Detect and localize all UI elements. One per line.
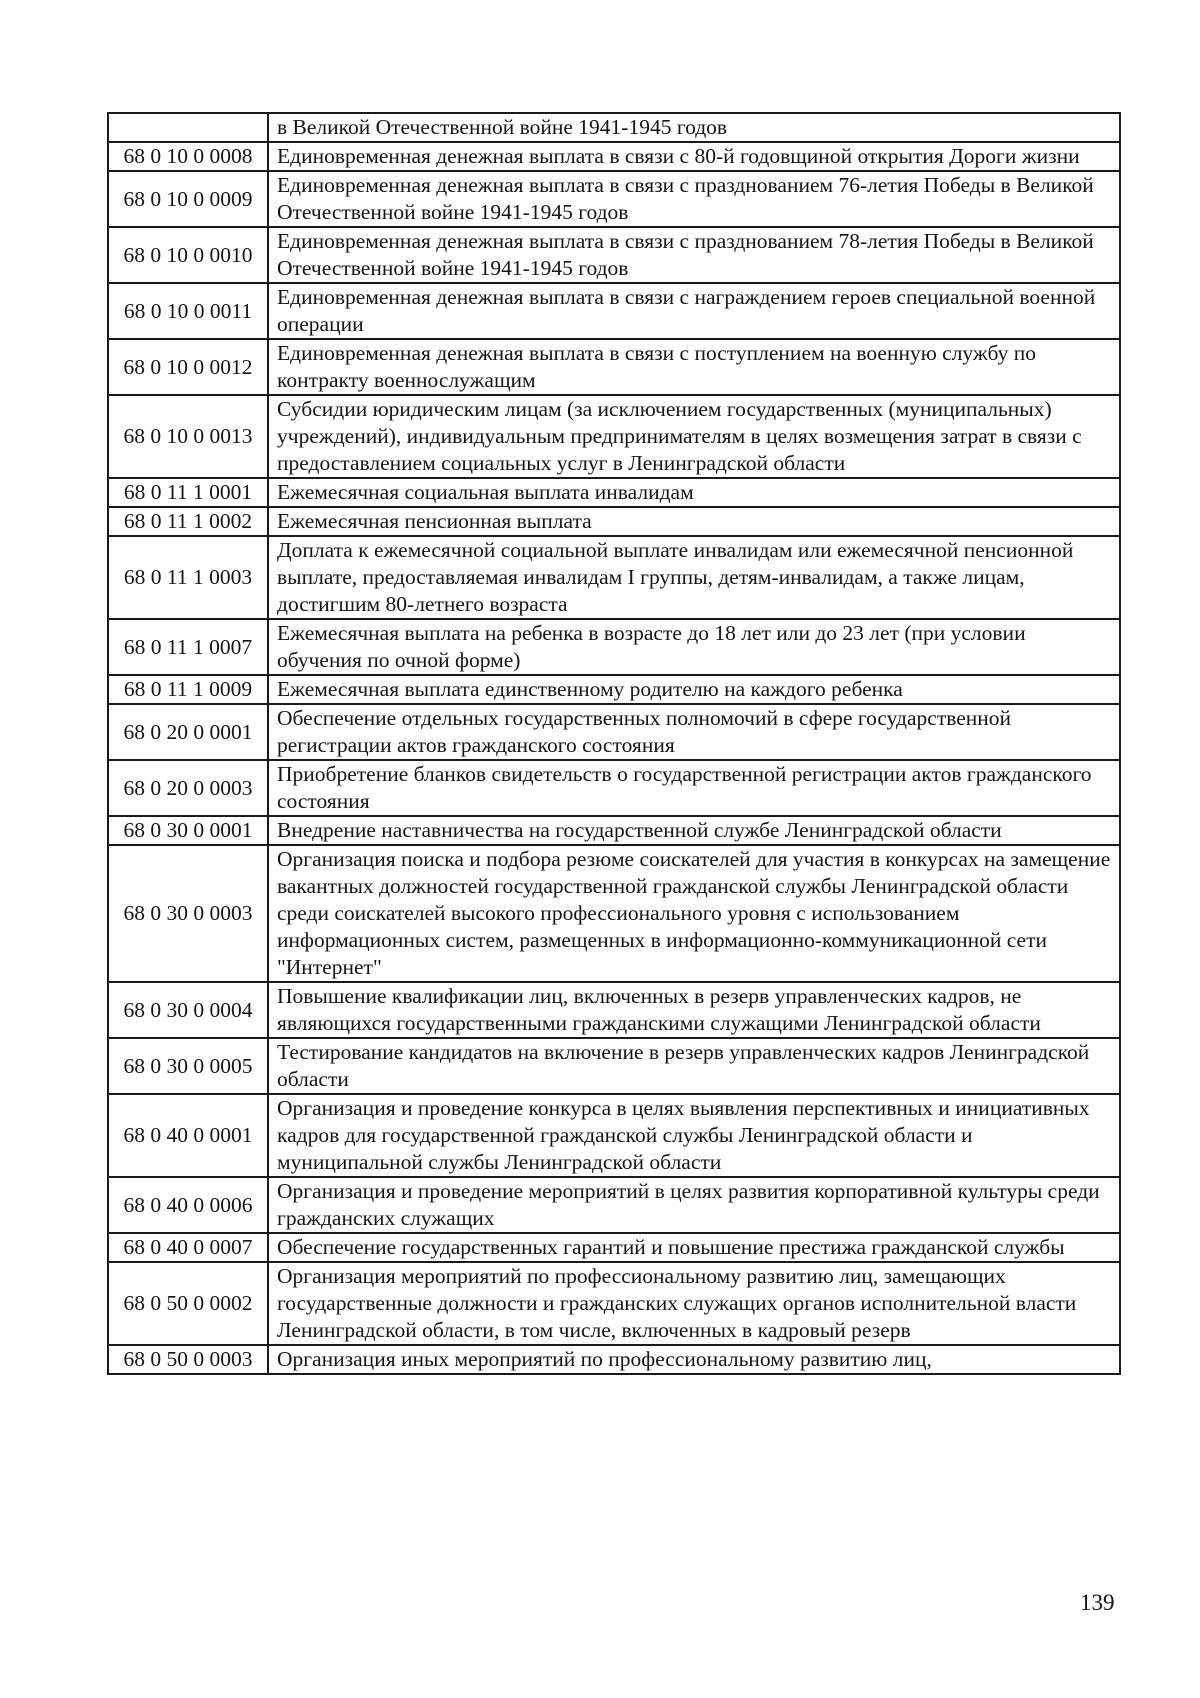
row-name: Единовременная денежная выплата в связи с празднованием 78-летия Победы в Великой Отечественной войне 1941-1945 годов — [268, 227, 1120, 283]
row-name: Организация мероприятий по профессиональному развитию лиц, замещающих государственные должности и гражданских служащих органов исполнительной власти Ленинградской области, в том числе, включенных в кадровый резерв — [268, 1262, 1120, 1345]
row-name: Организация поиска и подбора резюме соискателей для участия в конкурсах на замещение вакантных должностей государственной гражданской службы Ленинградской области среди соискателей высокого профессионального уровня с использованием информационных систем, размещенных в информационно-коммуникационной сети "Интернет" — [268, 845, 1120, 982]
row-code: 68 0 30 0 0001 — [108, 816, 268, 845]
row-name: Организация и проведение мероприятий в целях развития корпоративной культуры среди гражданских служащих — [268, 1177, 1120, 1233]
row-code: 68 0 10 0 0010 — [108, 227, 268, 283]
row-name: Субсидии юридическим лицам (за исключением государственных (муниципальных) учреждений), индивидуальным предпринимателям в целях возмещения затрат в связи с предоставлением социальных услуг в Ленинградской области — [268, 395, 1120, 478]
row-code: 68 0 30 0 0003 — [108, 845, 268, 982]
table-row — [108, 1094, 1120, 1177]
row-name: Единовременная денежная выплата в связи с поступлением на военную службу по контракту военнослужащим — [268, 339, 1120, 395]
row-name: Внедрение наставничества на государственной службе Ленинградской области — [268, 816, 1120, 845]
table-row — [108, 619, 1120, 675]
row-name: Ежемесячная пенсионная выплата — [268, 507, 1120, 536]
table-row — [108, 1262, 1120, 1345]
row-code: 68 0 10 0 0013 — [108, 395, 268, 478]
table-row — [108, 845, 1120, 982]
row-name: в Великой Отечественной войне 1941-1945 годов — [268, 113, 1120, 142]
row-name: Ежемесячная выплата на ребенка в возрасте до 18 лет или до 23 лет (при условии обучения по очной форме) — [268, 619, 1120, 675]
row-code — [108, 113, 268, 142]
row-name: Единовременная денежная выплата в связи с празднованием 76-летия Победы в Великой Отечественной войне 1941-1945 годов — [268, 171, 1120, 227]
row-name: Ежемесячная социальная выплата инвалидам — [268, 478, 1120, 507]
row-name: Ежемесячная выплата единственному родителю на каждого ребенка — [268, 675, 1120, 704]
table-row — [108, 478, 1120, 507]
row-code: 68 0 11 1 0001 — [108, 478, 268, 507]
table-row — [108, 113, 1120, 142]
table-row — [108, 675, 1120, 704]
row-name: Организация иных мероприятий по профессиональному развитию лиц, — [268, 1345, 1120, 1374]
table-row — [108, 704, 1120, 760]
row-code: 68 0 30 0 0005 — [108, 1038, 268, 1094]
table-row — [108, 1177, 1120, 1233]
row-code: 68 0 10 0 0008 — [108, 142, 268, 171]
table-row — [108, 1233, 1120, 1262]
table-row — [108, 760, 1120, 816]
row-name: Доплата к ежемесячной социальной выплате инвалидам или ежемесячной пенсионной выплате, предоставляемая инвалидам I группы, детям-инвалидам, а также лицам, достигшим 80-летнего возраста — [268, 536, 1120, 619]
table-row — [108, 1038, 1120, 1094]
row-name: Тестирование кандидатов на включение в резерв управленческих кадров Ленинградской области — [268, 1038, 1120, 1094]
row-code: 68 0 11 1 0007 — [108, 619, 268, 675]
row-code: 68 0 11 1 0003 — [108, 536, 268, 619]
table-body — [108, 113, 1120, 1374]
table-row — [108, 507, 1120, 536]
table-row — [108, 395, 1120, 478]
row-code: 68 0 11 1 0002 — [108, 507, 268, 536]
row-code: 68 0 10 0 0009 — [108, 171, 268, 227]
table-row — [108, 816, 1120, 845]
row-code: 68 0 11 1 0009 — [108, 675, 268, 704]
row-code: 68 0 40 0 0006 — [108, 1177, 268, 1233]
table-row — [108, 339, 1120, 395]
row-name: Единовременная денежная выплата в связи с 80-й годовщиной открытия Дороги жизни — [268, 142, 1120, 171]
table-row — [108, 536, 1120, 619]
budget-classification-table — [107, 112, 1121, 1375]
table-row — [108, 283, 1120, 339]
row-code: 68 0 30 0 0004 — [108, 982, 268, 1038]
row-code: 68 0 10 0 0011 — [108, 283, 268, 339]
row-name: Организация и проведение конкурса в целях выявления перспективных и инициативных кадров для государственной гражданской службы Ленинградской области и муниципальной службы Ленинградской области — [268, 1094, 1120, 1177]
row-code: 68 0 20 0 0001 — [108, 704, 268, 760]
table-row — [108, 171, 1120, 227]
row-code: 68 0 40 0 0001 — [108, 1094, 268, 1177]
table-row — [108, 1345, 1120, 1374]
row-code: 68 0 50 0 0003 — [108, 1345, 268, 1374]
row-name: Обеспечение отдельных государственных полномочий в сфере государственной регистрации актов гражданского состояния — [268, 704, 1120, 760]
row-code: 68 0 50 0 0002 — [108, 1262, 268, 1345]
row-name: Единовременная денежная выплата в связи с награждением героев специальной военной операции — [268, 283, 1120, 339]
row-name: Повышение квалификации лиц, включенных в резерв управленческих кадров, не являющихся государственными гражданскими служащими Ленинградской области — [268, 982, 1120, 1038]
row-code: 68 0 10 0 0012 — [108, 339, 268, 395]
row-name: Приобретение бланков свидетельств о государственной регистрации актов гражданского состояния — [268, 760, 1120, 816]
table-row — [108, 227, 1120, 283]
row-code: 68 0 20 0 0003 — [108, 760, 268, 816]
row-code: 68 0 40 0 0007 — [108, 1233, 268, 1262]
row-name: Обеспечение государственных гарантий и повышение престижа гражданской службы — [268, 1233, 1120, 1262]
page-number: 139 — [1080, 1590, 1115, 1615]
table-row — [108, 982, 1120, 1038]
table-row — [108, 142, 1120, 171]
